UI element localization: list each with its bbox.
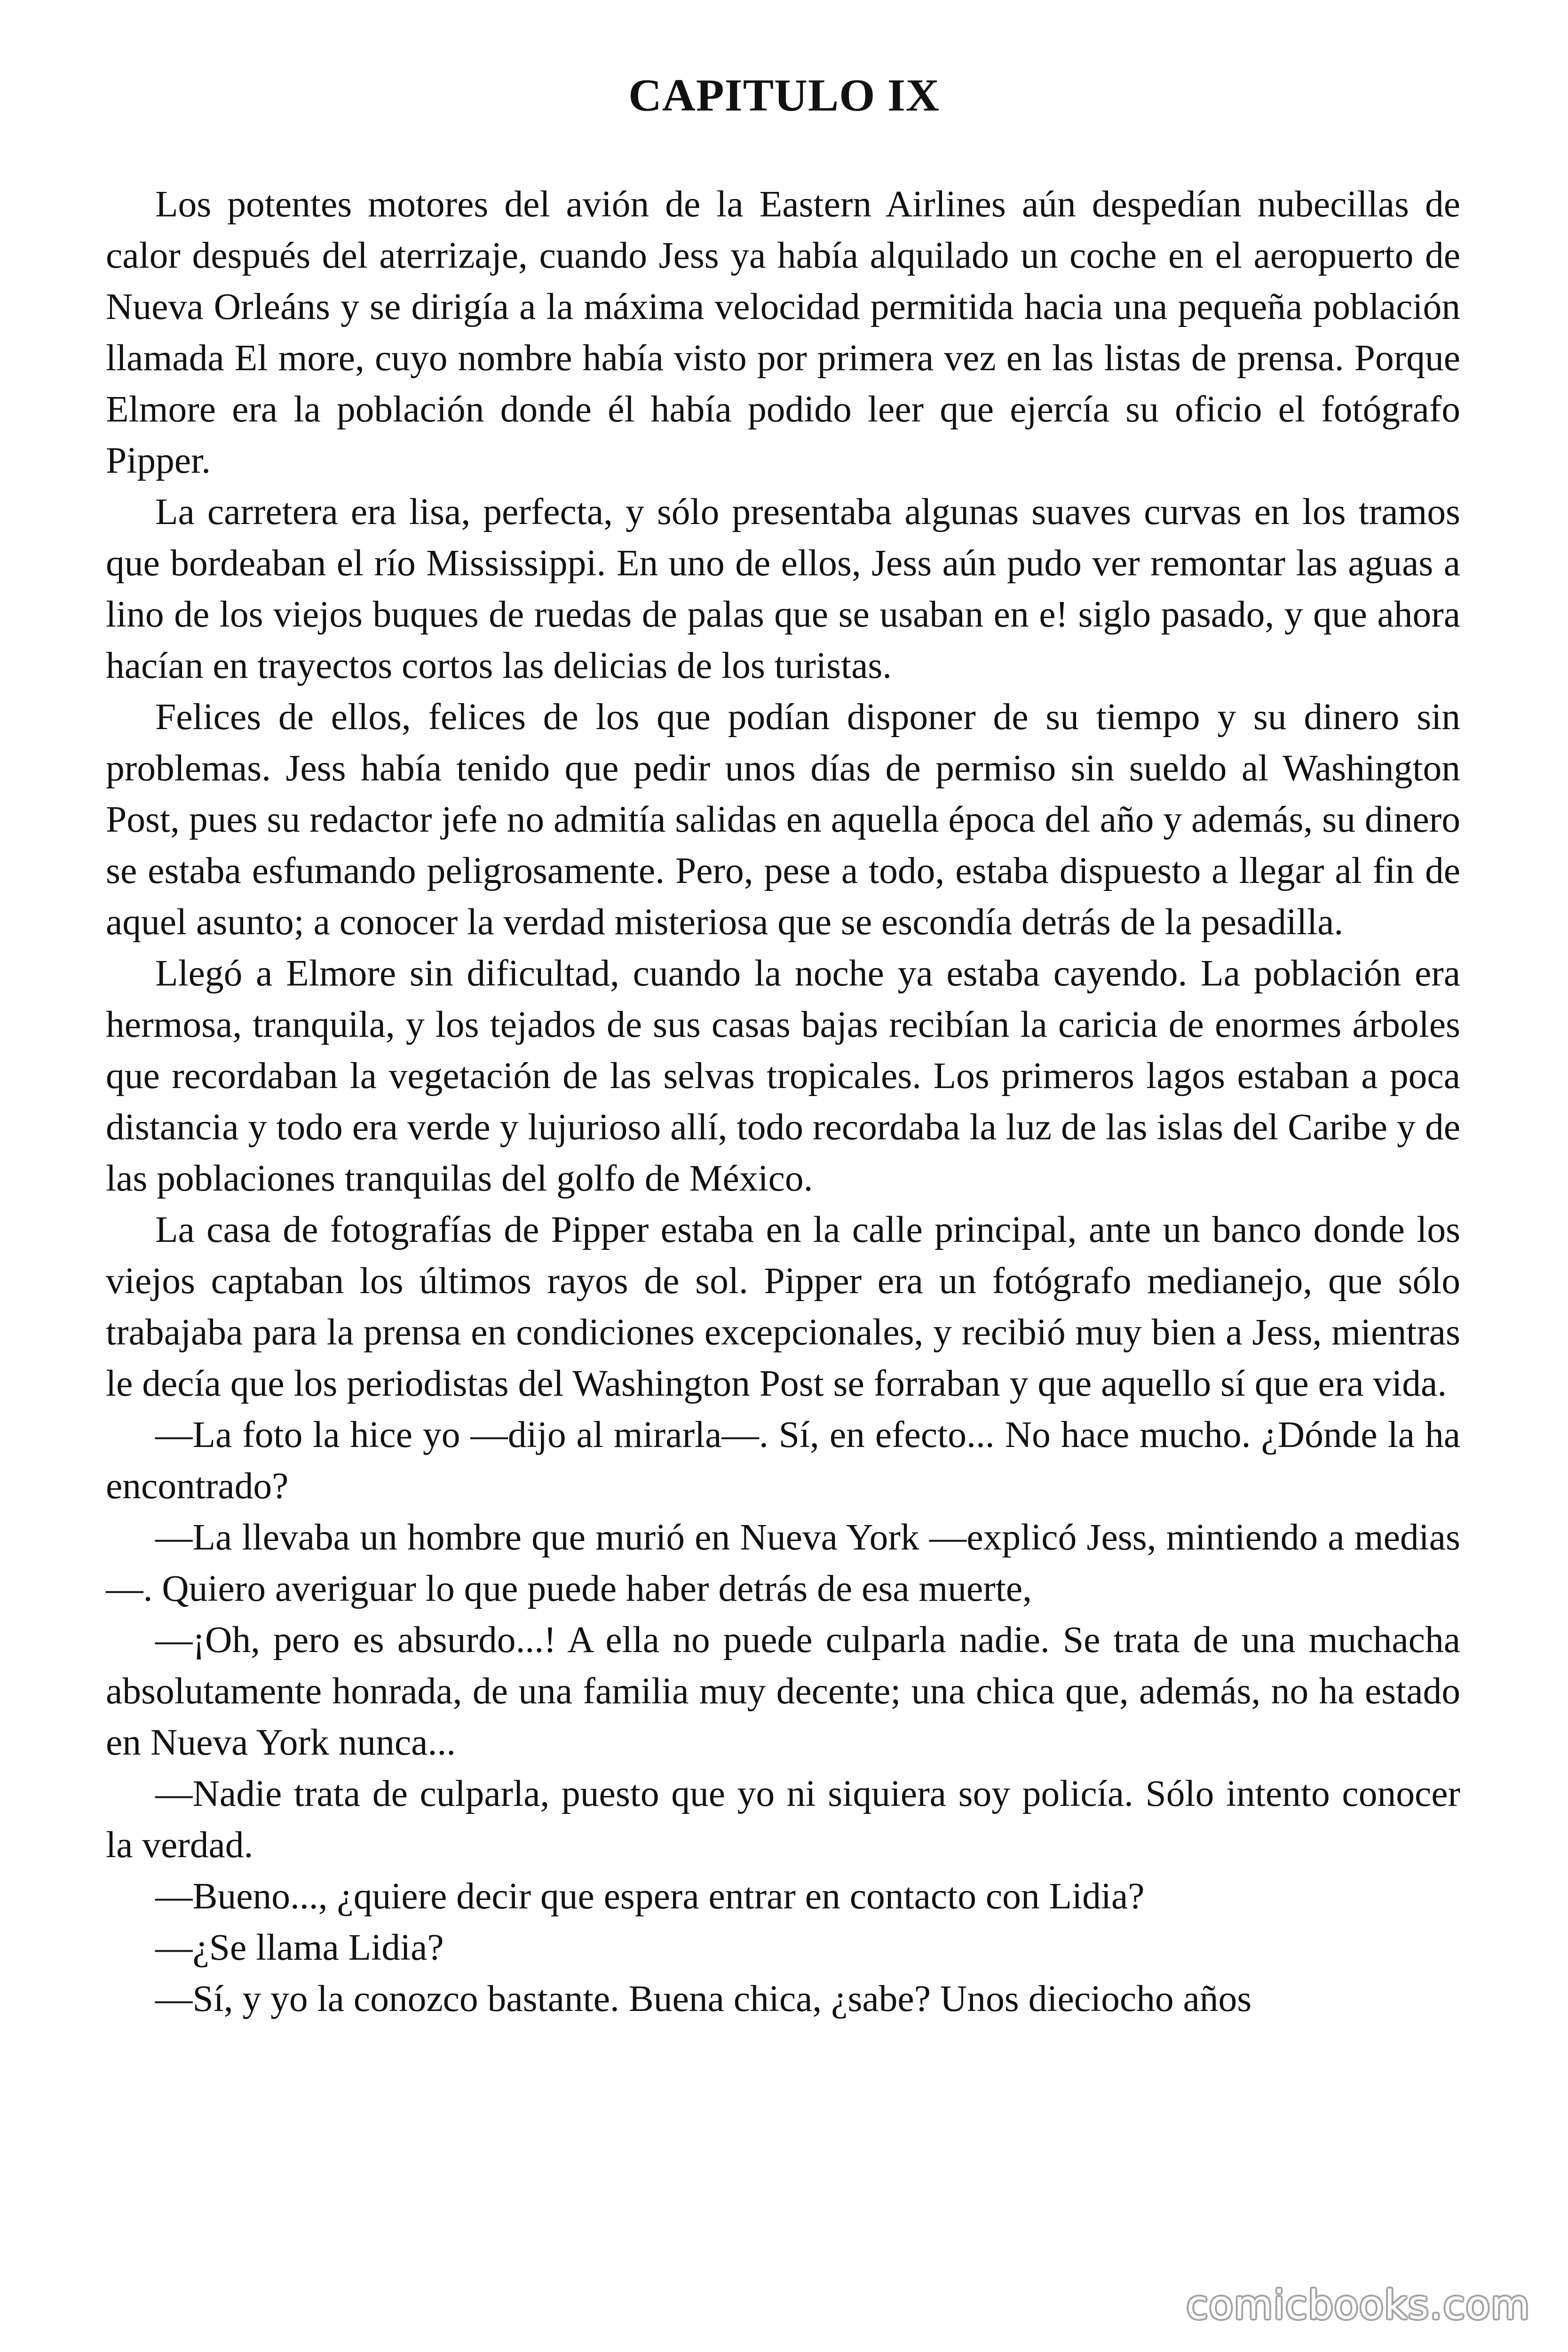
dialogue-line-5: —Bueno..., ¿quiere decir que espera entrar en contacto con Lidia?: [155, 1875, 1145, 1917]
dialogue-line-2: —La llevaba un hombre que murió en Nueva York —explicó Jess, mintiendo a medias—. Quiero averiguar lo que puede haber detrás de esa muerte,: [106, 1517, 1460, 1609]
dialogue-line-3: —¡Oh, pero es absurdo...! A ella no puede culparla nadie. Se trata de una muchacha absolutamente honrada, de una familia muy decente; una chica que, además, no ha estado en Nueva York nunca...: [106, 1619, 1460, 1763]
watermark-logo: comicbooks.com: [1186, 2282, 1530, 2328]
dialogue-line-1: —La foto la hice yo —dijo al mirarla—. Sí, en efecto... No hace mucho. ¿Dónde la ha encontrado?: [106, 1414, 1460, 1507]
paragraph-5: La casa de fotografías de Pipper estaba en la calle principal, ante un banco donde los viejos captaban los últimos rayos de sol. Pipper era un fotógrafo medianejo, que sólo trabajaba para la prensa en condiciones excepcionales, y recibió muy bien a Jess, mientras le decía que los periodistas del Washington Post se forraban y que aquello sí que era vida.: [106, 1209, 1460, 1404]
paragraph-2: La carretera era lisa, perfecta, y sólo presentaba algunas suaves curvas en los tramos que bordeaban el río Mississippi. En uno de ellos, Jess aún pudo ver remontar las aguas a lino de los viejos buques de ruedas de palas que se usaban en e! siglo pasado, y que ahora hacían en trayectos cortos las delicias de los turistas.: [106, 491, 1460, 686]
paragraph-4: Llegó a Elmore sin dificultad, cuando la noche ya estaba cayendo. La población era hermosa, tranquila, y los tejados de sus casas bajas recibían la caricia de enormes árboles que recordaban la vegetación de las selvas tropicales. Los primeros lagos estaban a poca distancia y todo era verde y lujurioso allí, todo recordaba la luz de las islas del Caribe y de las poblaciones tranquilas del golfo de México.: [106, 953, 1460, 1199]
chapter-title: CAPITULO IX: [628, 70, 940, 121]
body-text: [106, 179, 1460, 2025]
dialogue-line-4: —Nadie trata de culparla, puesto que yo ni siquiera soy policía. Sólo intento conocer la verdad.: [106, 1773, 1460, 1866]
paragraph-1: Los potentes motores del avión de la Eastern Airlines aún despedían nubecillas de calor después del aterrizaje, cuando Jess ya había alquilado un coche en el aeropuerto de Nueva Orleáns y se dirigía a la máxima velocidad permitida hacia una pequeña población llamada El more, cuyo nombre había visto por primera vez en las listas de prensa. Porque Elmore era la población donde él había podido leer que ejercía su oficio el fotógrafo Pipper.: [106, 183, 1460, 481]
dialogue-line-6: —¿Se llama Lidia?: [155, 1927, 444, 1968]
paragraph-3: Felices de ellos, felices de los que podían disponer de su tiempo y su dinero sin problemas. Jess había tenido que pedir unos días de permiso sin sueldo al Washington Post, pues su redactor jefe no admitía salidas en aquella época del año y además, su dinero se estaba esfumando peligrosamente. Pero, pese a todo, estaba dispuesto a llegar al fin de aquel asunto; a conocer la verdad misteriosa que se escondía detrás de la pesadilla.: [106, 696, 1460, 943]
dialogue-line-7: —Sí, y yo la conozco bastante. Buena chica, ¿sabe? Unos dieciocho años: [155, 1978, 1252, 2019]
